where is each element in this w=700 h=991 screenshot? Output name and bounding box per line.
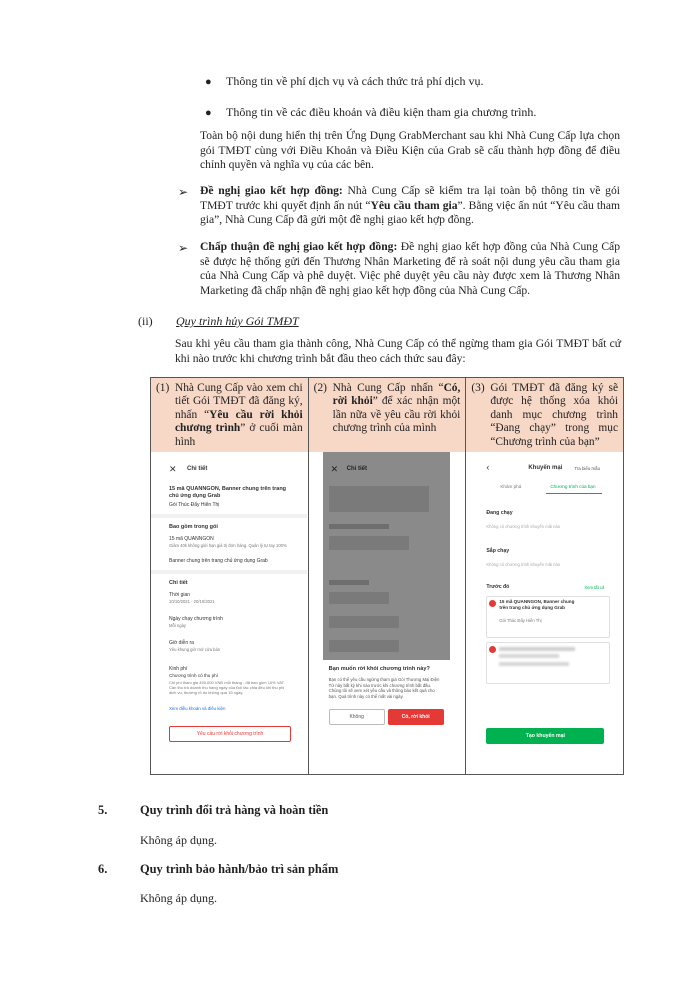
step-text: Nhà Cung Cấp nhấn “ xyxy=(332,382,444,394)
run-label: Ngày chạy chương trình xyxy=(169,616,223,622)
subsection-title: Quy trình hủy Gói TMĐT xyxy=(176,314,299,328)
running-label: Đang chạy xyxy=(486,510,513,516)
upcoming-empty: Không có chương trình khuyến mãi nào xyxy=(486,562,561,567)
step-header xyxy=(151,378,308,452)
step-column xyxy=(151,378,309,774)
promo-subtitle: Gói Thúc Đẩy Hiển Thị xyxy=(499,618,542,623)
include-item: 15 mã QUANNGON xyxy=(169,536,214,542)
summary-paragraph: Toàn bộ nội dung hiển thị trên Ứng Dụng GrabMerchant sau khi Nhà Cung Cấp lựa chọn gói TMĐT cùng với Điều Khoản và Điều Kiện của Grab sẽ cấu thành hợp đồng để điều chỉnh quyền và nghĩa vụ của các bên. xyxy=(200,129,620,172)
step-number: (3) xyxy=(471,382,485,394)
dialog-text: Bạn có thể yêu cầu ngừng tham gia Gói Thương Mại Điện Tử này bất kỳ khi nào trước khi chương trình bắt đầu. Chúng tôi sẽ xem xét yêu cầu và thông báo kết quả cho bạn. Quá trình này có thể mất vài ngày. xyxy=(328,677,440,699)
cancel-intro: Sau khi yêu cầu tham gia thành công, Nhà Cung Cấp có thể ngừng tham gia Gói TMĐT bất cứ khi nào trước khi chương trình bắt đầu theo cách thức sau đây: xyxy=(175,337,621,365)
arrow-item xyxy=(200,240,620,298)
arrow-item-text: Đề nghị giao kết hợp đồng của Nhà Cung Cấp sẽ được hệ thống gửi đến Thương Nhân Marketing để rà soát nội dung yêu cầu tham gia của Nhà Cung Cấp và phê duyệt. Việc phê duyệt yêu cầu này được xem là Thương Nhân Marketing đã chấp nhận đề nghị giao kết hợp đồng của Nhà Cung Cấp. xyxy=(200,240,620,297)
fee-value: Chương trình có thu phí xyxy=(169,673,218,678)
includes-label: Bao gồm trong gói xyxy=(169,524,218,530)
arrow-bullet-icon: ➢ xyxy=(178,241,189,255)
time-value: 10/10/2021 - 20/10/2021 xyxy=(169,599,215,604)
step-text: Nhà Cung Cấp vào xem chi tiết Gói TMĐT đã đăng ký, nhấn “ xyxy=(175,382,303,421)
close-icon: ✕ xyxy=(330,464,339,474)
step-text: ” để xác nhận một lần nữa về yêu cầu rời khỏi chương trình của mình xyxy=(332,395,461,435)
bullet-dot: ● xyxy=(205,76,212,88)
see-all-link[interactable]: Xem tất cả xyxy=(584,585,605,590)
section-title: Quy trình đổi trả hàng và hoàn tiền xyxy=(140,803,329,817)
close-icon[interactable]: ✕ xyxy=(169,464,177,474)
bullet-dot: ● xyxy=(205,107,212,119)
step-column xyxy=(466,378,623,774)
fee-desc: Chi phí tham gia 490.000 VNĐ mỗi tháng - đã bao gồm 10% VAT. Cần thu trả doanh thu hàng ngày của Đối tác chia đều khi thu phí dịch vụ, thường rõ do không quá 15 ngày. xyxy=(169,680,285,695)
include-item-desc: Giảm 40k không giới hạn giá trị đơn hàng. Quản lý tự tay 100% xyxy=(169,543,287,548)
step-number: (2) xyxy=(313,382,327,394)
run-value: Mỗi ngày xyxy=(169,623,186,628)
arrow-item-text: Nhà Cung Cấp sẽ kiểm tra lại toàn bộ thông tin về gói TMĐT trước khi quyết định ấn nút “ xyxy=(200,184,620,212)
upcoming-label: Sắp chạy xyxy=(486,548,510,554)
screen-header: Khuyến mại xyxy=(528,465,563,471)
section-number: 5. xyxy=(98,803,108,817)
arrow-bullet-icon: ➢ xyxy=(178,185,189,199)
section-text: Không áp dụng. xyxy=(140,833,217,847)
arrow-item-bold: Yêu cầu tham gia xyxy=(370,198,458,212)
step-text: ” ở cuối màn hình xyxy=(175,422,303,448)
detail-label: Chi tiết xyxy=(169,580,188,586)
tab-your-programs[interactable]: Chương trình của bạn xyxy=(550,484,596,489)
section-number: 6. xyxy=(98,862,108,876)
confirm-leave-button[interactable]: Có, rời khỏi xyxy=(388,709,444,725)
include-item: Banner chung trên trang chủ ứng dụng Grab xyxy=(169,558,268,564)
arrow-item-title: Đề nghị giao kết hợp đồng: xyxy=(200,184,343,197)
step-header xyxy=(466,378,623,452)
step-bold: Yêu cầu rời khỏi chương trình xyxy=(175,408,303,435)
package-subtitle: Gói Thúc Đẩy Hiển Thị xyxy=(169,502,220,508)
subsection-number: (ii) xyxy=(138,314,153,328)
back-icon[interactable]: ‹ xyxy=(486,462,490,472)
screen-header: Chi tiết xyxy=(187,466,208,472)
step-column xyxy=(309,378,467,774)
time-label: Thời gian xyxy=(169,592,191,598)
fee-label: Kinh phí xyxy=(169,666,188,672)
bullet-text: Thông tin về phí dịch vụ và cách thức trả phí dịch vụ. xyxy=(226,74,484,88)
step-bold: Có, rời khỏi xyxy=(332,382,461,408)
bullet-text: Thông tin về các điều khoản và điều kiện tham gia chương trình. xyxy=(226,105,537,119)
previous-label: Trước đó xyxy=(486,584,510,590)
terms-link[interactable]: Xem điều khoản và điều kiện xyxy=(169,706,226,711)
leave-program-button[interactable]: Yêu cầu rời khỏi chương trình xyxy=(169,726,291,742)
arrow-item-title: Chấp thuận đề nghị giao kết hợp đồng: xyxy=(200,240,398,253)
screenshot-promotions xyxy=(466,452,623,774)
section-text: Không áp dụng. xyxy=(140,891,217,905)
tab-explore[interactable]: Khám phá xyxy=(500,484,522,489)
steps-table xyxy=(150,377,624,775)
screenshot-confirm xyxy=(309,452,466,774)
screen-header: Chi tiết xyxy=(346,466,368,472)
running-empty: Không có chương trình khuyến mãi nào xyxy=(486,524,561,529)
section-title: Quy trình bảo hành/bảo trì sản phẩm xyxy=(140,862,339,876)
promo-title: 15 mã QUANNGON, Banner chung trên trang chủ ứng dụng Grab xyxy=(499,599,575,610)
step-number: (1) xyxy=(156,382,170,394)
step-text: Gói TMĐT đã đăng ký sẽ được hệ thống xóa khỏi danh mục chương trình “Đang chạy” trong mục “Chương trình của bạn” xyxy=(490,382,619,448)
hours-value: Yêu khung giờ mở cửa bán xyxy=(169,647,221,652)
header-link[interactable]: Tra biểu mẫu xyxy=(574,466,601,471)
create-promo-button[interactable]: Tạo khuyến mại xyxy=(486,728,604,744)
cancel-button[interactable]: Không xyxy=(329,709,385,725)
dialog-title: Bạn muốn rời khỏi chương trình này? xyxy=(328,666,430,672)
arrow-item-text: ”. Bằng việc ấn nút “Yêu cầu tham gia”, Nhà Cung Cấp đã gửi một đề nghị giao kết hợp đồng. xyxy=(200,198,620,227)
hours-label: Giờ diễn ra xyxy=(169,640,194,646)
step-header xyxy=(309,378,466,452)
package-title: 15 mã QUANNGON, Banner chung trên trang chủ ứng dụng Grab xyxy=(169,486,287,499)
arrow-item xyxy=(200,184,620,228)
screenshot-detail xyxy=(151,452,308,774)
